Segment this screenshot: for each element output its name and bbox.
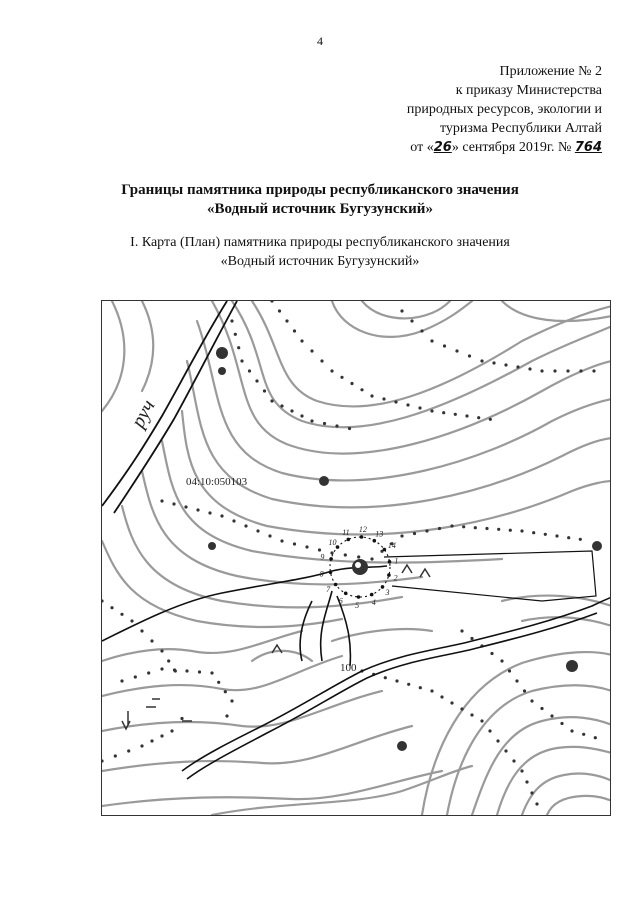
vegetation-dot <box>270 399 273 402</box>
vegetation-dot <box>530 699 533 702</box>
appendix-line: Приложение № 2 <box>499 64 602 79</box>
vegetation-dot <box>470 713 473 716</box>
vegetation-dot <box>462 525 465 528</box>
vegetation-dot <box>255 379 258 382</box>
vegetation-dot <box>454 413 457 416</box>
document-title <box>0 181 640 219</box>
vegetation-dot <box>430 409 433 412</box>
vegetation-dot <box>450 524 453 527</box>
vegetation-dot <box>400 309 403 312</box>
vegetation-dot <box>579 538 582 541</box>
vegetation-dot <box>160 734 163 737</box>
vegetation-dot <box>485 527 488 530</box>
vegetation-dot <box>530 791 533 794</box>
vegetation-dot <box>102 759 104 762</box>
vegetation-dot <box>280 404 283 407</box>
vegetation-dot <box>167 659 170 662</box>
vegetation-dot <box>470 637 473 640</box>
vegetation-dot <box>384 676 387 679</box>
boundary-point-marker <box>370 593 374 597</box>
boundary-point-label: 11 <box>342 528 350 537</box>
vegetation-dot <box>285 319 288 322</box>
vegetation-dot <box>468 354 471 357</box>
vegetation-dot <box>220 514 223 517</box>
tree-symbol <box>208 542 216 550</box>
vegetation-dot <box>130 619 133 622</box>
vegetation-dot <box>465 414 468 417</box>
appendix-block <box>362 62 602 157</box>
vegetation-dot <box>340 376 343 379</box>
vegetation-dot <box>504 363 507 366</box>
vegetation-dot <box>450 701 453 704</box>
vegetation-dot <box>147 671 150 674</box>
boundary-point-label: 9 <box>320 552 325 562</box>
vegetation-dot <box>540 369 543 372</box>
vegetation-dot <box>140 744 143 747</box>
vegetation-dot <box>535 802 538 805</box>
boundary-point-marker <box>334 583 338 587</box>
tree-symbol <box>216 347 228 359</box>
vegetation-dot <box>278 309 281 312</box>
vegetation-dot <box>500 659 503 662</box>
vegetation-dot <box>480 359 483 362</box>
vegetation-dot <box>310 349 313 352</box>
vegetation-dot <box>496 739 499 742</box>
tree-symbol <box>566 660 578 672</box>
vegetation-dot <box>438 527 441 530</box>
vegetation-dot <box>330 551 333 554</box>
vegetation-dot <box>300 414 303 417</box>
vegetation-dot <box>560 722 563 725</box>
vegetation-dot <box>270 301 273 303</box>
vegetation-dot <box>407 683 410 686</box>
boundary-point-label: 6 <box>338 596 343 606</box>
vegetation-dot <box>280 539 283 542</box>
vegetation-dot <box>460 707 463 710</box>
marsh-symbol <box>402 565 412 573</box>
vegetation-dot <box>198 670 201 673</box>
parcel-boundary <box>384 551 596 601</box>
vegetation-dot <box>418 406 421 409</box>
boundary-point-marker <box>344 592 348 596</box>
vegetation-dot <box>244 524 247 527</box>
vegetation-dot <box>395 679 398 682</box>
appendix-line: природных ресурсов, экологии и <box>406 102 602 117</box>
vegetation-dot <box>430 689 433 692</box>
appendix-line: к приказу Министерства <box>455 83 602 98</box>
vegetation-dot <box>344 553 347 556</box>
vegetation-dot <box>489 418 492 421</box>
vegetation-dot <box>150 739 153 742</box>
vegetation-dot <box>134 675 137 678</box>
boundary-point-label: 8 <box>319 569 324 579</box>
vegetation-dot <box>425 529 428 532</box>
vegetation-dot <box>442 411 445 414</box>
vegetation-dot <box>232 519 235 522</box>
vegetation-dot <box>150 639 153 642</box>
boundary-point-marker <box>387 573 391 577</box>
boundary-point-label: 10 <box>328 537 337 547</box>
vegetation-dot <box>523 689 526 692</box>
boundary-point-marker <box>381 585 385 589</box>
vegetation-dot <box>394 400 397 403</box>
vegetation-dot <box>230 319 233 322</box>
spring-symbol <box>352 559 368 575</box>
boundary-point-marker <box>329 570 333 574</box>
vegetation-dot <box>160 667 163 670</box>
vegetation-dot <box>440 695 443 698</box>
vegetation-dot <box>208 511 211 514</box>
appendix-line: туризма Республики Алтай <box>439 121 602 136</box>
vegetation-dot <box>474 526 477 529</box>
marsh-symbols <box>122 565 430 729</box>
vegetation-dot <box>455 349 458 352</box>
contour-elevation-label: 100 <box>340 662 357 674</box>
vegetation-dot <box>488 729 491 732</box>
boundary-point-marker <box>388 560 392 564</box>
vegetation-dot <box>492 361 495 364</box>
vegetation-dot <box>515 679 518 682</box>
vegetation-dot <box>160 499 163 502</box>
map-caption <box>0 233 640 271</box>
vegetation-dot <box>268 534 271 537</box>
boundary-point-marker <box>373 539 377 543</box>
vegetation-dot <box>120 613 123 616</box>
vegetation-dot <box>582 733 585 736</box>
vegetation-dot <box>230 699 233 702</box>
vegetation-dot <box>544 533 547 536</box>
vegetation-dot <box>357 555 360 558</box>
vegetation-dot <box>413 532 416 535</box>
tree-symbol <box>319 476 329 486</box>
vegetation-dot <box>160 649 163 652</box>
boundary-point-label: 12 <box>358 525 367 534</box>
vegetation-dot <box>120 679 123 682</box>
vegetation-dot <box>290 409 293 412</box>
page-number: 4 <box>317 34 323 48</box>
vegetation-dot <box>370 394 373 397</box>
vegetation-dot <box>400 534 403 537</box>
vegetation-dot <box>300 339 303 342</box>
handwritten-day: 26 <box>433 140 452 155</box>
vegetation-dot <box>140 629 143 632</box>
boundary-point-label: 4 <box>371 598 376 607</box>
vegetation-dot <box>532 531 535 534</box>
tree-symbol <box>397 741 407 751</box>
vegetation-dot <box>234 333 237 336</box>
vegetation-dot <box>293 542 296 545</box>
vegetation-dot <box>127 749 130 752</box>
caption-line: «Водный источник Бугузунский» <box>220 254 420 269</box>
vegetation-dot <box>114 754 117 757</box>
vegetation-dot <box>172 502 175 505</box>
vegetation-dot <box>594 736 597 739</box>
vegetation-dot <box>512 759 515 762</box>
vegetation-dot <box>555 534 558 537</box>
caption-line: I. Карта (План) памятника природы республиканского значения <box>130 235 510 250</box>
vegetation-dot <box>310 419 313 422</box>
title-line: «Водный источник Бугузунский» <box>207 201 433 217</box>
vegetation-dot <box>110 606 113 609</box>
vegetation-dot <box>102 599 104 602</box>
boundary-point-label: 5 <box>355 601 360 610</box>
marsh-symbol <box>146 699 160 707</box>
vegetation-dot <box>263 389 266 392</box>
vegetation-dot <box>460 629 463 632</box>
boundary-point-marker <box>347 538 351 542</box>
vegetation-dot <box>305 545 308 548</box>
vegetation-dot <box>550 714 553 717</box>
vegetation-dot <box>430 339 433 342</box>
vegetation-dot <box>508 669 511 672</box>
vegetation-dot <box>350 382 353 385</box>
stream-label: руч <box>126 396 160 432</box>
vegetation-dot <box>360 388 363 391</box>
vegetation-dot <box>516 365 519 368</box>
date-prefix: от « <box>410 140 434 155</box>
vegetation-dot <box>419 686 422 689</box>
vegetation-dot <box>237 346 240 349</box>
tree-symbol <box>218 367 226 375</box>
vegetation-dot <box>490 652 493 655</box>
boundary-point-marker <box>357 595 361 599</box>
vegetation-dot <box>185 669 188 672</box>
vegetation-dot <box>443 344 446 347</box>
vegetation-dot <box>504 749 507 752</box>
vegetation-dot <box>525 780 528 783</box>
vegetation-dot <box>520 529 523 532</box>
tree-symbols <box>208 347 602 751</box>
vegetation-dot <box>335 424 338 427</box>
vegetation-dot <box>184 505 187 508</box>
contour-lines <box>102 301 610 815</box>
vegetation-dot <box>570 729 573 732</box>
handwritten-order-number: 764 <box>574 140 602 155</box>
vegetation-dot <box>540 707 543 710</box>
boundary-point-marker <box>329 557 333 561</box>
boundary-point-label: 3 <box>385 588 390 598</box>
vegetation-dot <box>330 369 333 372</box>
boundary-point-marker <box>383 548 387 552</box>
topographic-map <box>101 300 611 816</box>
vegetation-dot <box>592 369 595 372</box>
vegetation-dot <box>579 369 582 372</box>
date-middle: » сентября 2019г. № <box>451 140 572 155</box>
map-canvas <box>102 301 610 815</box>
vegetation-dot <box>497 528 500 531</box>
vegetation-dot <box>370 557 373 560</box>
vegetation-dot <box>170 729 173 732</box>
vegetation-dot <box>323 422 326 425</box>
appendix-date-line <box>362 138 602 157</box>
vegetation-dot <box>528 367 531 370</box>
vegetation-dot <box>410 319 413 322</box>
vegetation-dot <box>318 548 321 551</box>
vegetation-dot <box>196 508 199 511</box>
vegetation-dot <box>256 529 259 532</box>
vegetation-dot <box>248 369 251 372</box>
boundary-point-label: 13 <box>375 529 384 539</box>
vegetation-dot <box>174 669 177 672</box>
boundary-point-label: 1 <box>394 556 399 566</box>
boundary-point-marker <box>360 535 364 539</box>
vegetation-dot <box>348 427 351 430</box>
vegetation-dot <box>293 329 296 332</box>
vegetation-dot <box>477 416 480 419</box>
boundary-point-label: 2 <box>393 573 398 583</box>
boundary-point-label: 14 <box>387 540 396 550</box>
vegetation-dot <box>320 359 323 362</box>
marsh-symbol <box>420 569 430 577</box>
vegetation-dot <box>180 717 183 720</box>
vegetation-dot <box>217 681 220 684</box>
vegetation-dot <box>567 536 570 539</box>
vegetation-dot <box>406 403 409 406</box>
cadastral-number-label: 04:10:050103 <box>186 476 248 488</box>
vegetation-dot <box>566 369 569 372</box>
vegetation-dot <box>509 529 512 532</box>
vegetation-dot <box>240 359 243 362</box>
vegetation-dot <box>480 719 483 722</box>
vegetation-dot <box>382 397 385 400</box>
tree-symbol <box>592 541 602 551</box>
title-line: Границы памятника природы республиканского значения <box>121 182 519 198</box>
vegetation-dot <box>420 329 423 332</box>
vegetation-dot <box>224 690 227 693</box>
boundary-point-label: 7 <box>326 585 331 595</box>
vegetation-dot <box>520 769 523 772</box>
vegetation-dot <box>553 369 556 372</box>
vegetation-dot <box>225 714 228 717</box>
vegetation-dot <box>210 671 213 674</box>
